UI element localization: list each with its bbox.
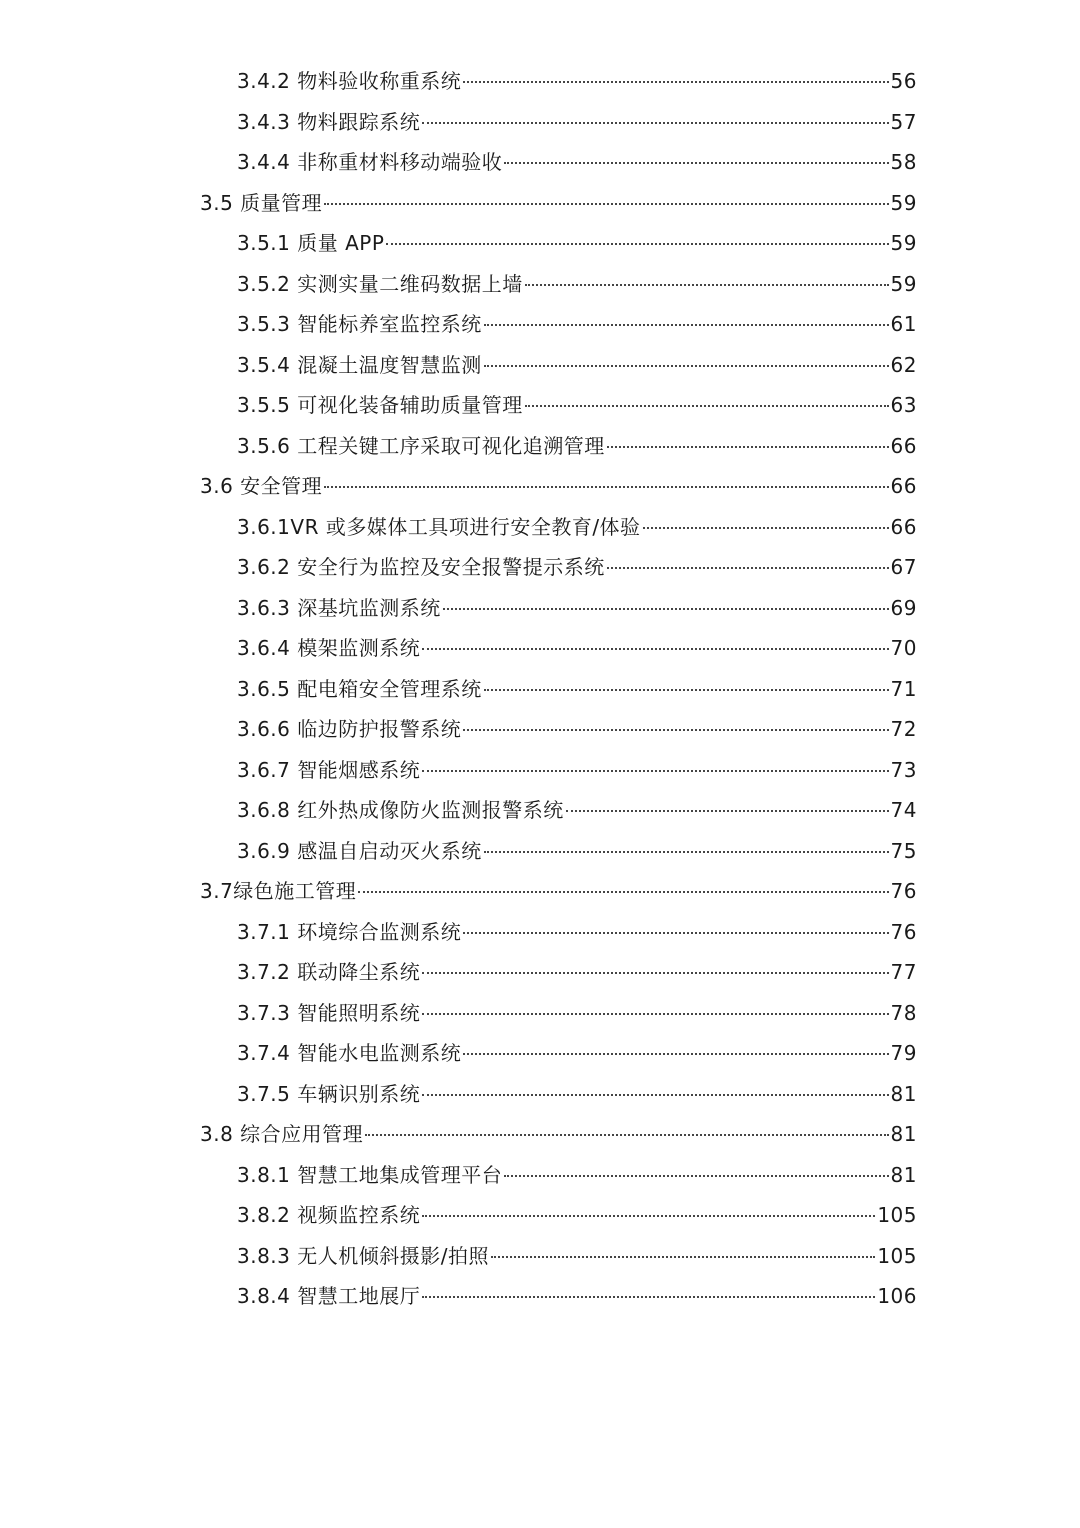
toc-page-number: 105	[877, 1243, 917, 1268]
toc-entry-title: 3.6.7 智能烟感系统	[237, 757, 421, 782]
toc-page-number: 105	[877, 1203, 917, 1227]
toc-page-number: 70	[890, 636, 917, 660]
toc-entry-title: 3.6 安全管理	[200, 474, 323, 498]
toc-entry[interactable]	[0, 61, 1080, 102]
toc-page-number: 59	[890, 231, 917, 255]
toc-dot-leader	[422, 972, 888, 974]
toc-dot-leader	[525, 284, 889, 286]
toc-entry-title: 3.4.4 非称重材料移动端验收	[237, 150, 503, 174]
toc-page-number: 79	[890, 1041, 917, 1065]
toc-entry-title: 3.5.6 工程关键工序采取可视化追溯管理	[237, 433, 605, 458]
toc-entry[interactable]	[0, 952, 1080, 993]
toc-page-number: 72	[890, 717, 917, 741]
toc-entry-title: 3.5 质量管理	[200, 190, 323, 215]
toc-page-number: 71	[890, 676, 917, 701]
toc-page-number: 57	[890, 109, 917, 134]
toc-page-number: 66	[890, 514, 917, 539]
toc-entry[interactable]	[0, 223, 1080, 264]
toc-page-number: 59	[890, 190, 917, 215]
toc-entry-title: 3.5.1 质量 APP	[237, 231, 385, 255]
toc-page-number: 77	[890, 960, 917, 984]
toc-page-number: 74	[890, 798, 917, 822]
toc-dot-leader	[484, 851, 889, 853]
toc-page-number: 78	[890, 1000, 917, 1025]
toc-dot-leader	[525, 405, 889, 407]
toc-page-number: 81	[890, 1162, 917, 1187]
toc-dot-leader	[504, 1175, 888, 1177]
toc-entry-title: 3.7.3 智能照明系统	[237, 1000, 421, 1025]
toc-entry[interactable]	[0, 790, 1080, 831]
toc-page-number: 61	[890, 312, 917, 336]
toc-dot-leader	[643, 527, 889, 529]
toc-dot-leader	[463, 1053, 888, 1055]
toc-dot-leader	[607, 567, 889, 569]
toc-page-number: 69	[890, 595, 917, 620]
toc-entry[interactable]	[0, 709, 1080, 750]
toc-section-entry[interactable]	[0, 1114, 1080, 1155]
toc-entry-title: 3.6.1VR 或多媒体工具项进行安全教育/体验	[237, 514, 641, 539]
toc-entry[interactable]	[0, 912, 1080, 953]
toc-dot-leader	[484, 689, 889, 691]
toc-entry-title: 3.6.2 安全行为监控及安全报警提示系统	[237, 555, 605, 579]
toc-entry-title: 3.6.9 感温自启动灭火系统	[237, 838, 482, 863]
toc-page-number: 66	[890, 433, 917, 458]
toc-dot-leader	[422, 1094, 888, 1096]
toc-dot-leader	[422, 122, 888, 124]
toc-dot-leader	[504, 162, 888, 164]
toc-entry[interactable]	[0, 385, 1080, 426]
toc-entry[interactable]	[0, 750, 1080, 791]
toc-entry[interactable]	[0, 1236, 1080, 1277]
toc-page-number: 58	[890, 150, 917, 174]
toc-dot-leader	[566, 810, 889, 812]
toc-entry-title: 3.8 综合应用管理	[200, 1122, 364, 1146]
toc-entry-title: 3.6.5 配电箱安全管理系统	[237, 676, 482, 701]
toc-entry-title: 3.8.1 智慧工地集成管理平台	[237, 1162, 503, 1187]
toc-entry-title: 3.7.5 车辆识别系统	[237, 1081, 421, 1106]
toc-section-entry[interactable]	[0, 871, 1080, 912]
toc-dot-leader	[422, 648, 888, 650]
toc-entry[interactable]	[0, 669, 1080, 710]
toc-entry-title: 3.6.3 深基坑监测系统	[237, 595, 441, 620]
toc-entry[interactable]	[0, 264, 1080, 305]
toc-section-entry[interactable]	[0, 466, 1080, 507]
table-of-contents	[0, 61, 1080, 1317]
toc-page-number: 76	[890, 919, 917, 944]
toc-dot-leader	[463, 81, 888, 83]
toc-entry-title: 3.5.5 可视化装备辅助质量管理	[237, 393, 523, 417]
toc-dot-leader	[484, 324, 889, 326]
toc-dot-leader	[358, 891, 888, 893]
toc-page-number: 63	[890, 393, 917, 417]
toc-entry[interactable]	[0, 304, 1080, 345]
toc-dot-leader	[324, 203, 888, 205]
toc-page-number: 66	[890, 474, 917, 498]
toc-page-number: 81	[890, 1081, 917, 1106]
toc-entry-title: 3.6.6 临边防护报警系统	[237, 717, 462, 741]
toc-entry[interactable]	[0, 993, 1080, 1034]
toc-dot-leader	[443, 608, 889, 610]
toc-entry-title: 3.8.4 智慧工地展厅	[237, 1284, 421, 1308]
toc-entry[interactable]	[0, 1074, 1080, 1115]
toc-entry[interactable]	[0, 628, 1080, 669]
toc-entry-title: 3.4.2 物料验收称重系统	[237, 69, 462, 93]
toc-dot-leader	[463, 932, 888, 934]
toc-entry-title: 3.8.2 视频监控系统	[237, 1203, 421, 1227]
toc-entry-title: 3.5.3 智能标养室监控系统	[237, 312, 482, 336]
toc-entry[interactable]	[0, 1276, 1080, 1317]
toc-entry-title: 3.7.1 环境综合监测系统	[237, 919, 462, 944]
toc-entry-title: 3.7绿色施工管理	[200, 879, 357, 903]
toc-page-number: 76	[890, 879, 917, 903]
toc-entry-title: 3.7.2 联动降尘系统	[237, 960, 421, 984]
toc-dot-leader	[422, 1013, 888, 1015]
toc-entry[interactable]	[0, 507, 1080, 548]
toc-page-number: 106	[877, 1284, 917, 1308]
toc-dot-leader	[607, 446, 889, 448]
toc-entry-title: 3.4.3 物料跟踪系统	[237, 109, 421, 134]
toc-page-number: 59	[890, 271, 917, 296]
toc-entry-title: 3.7.4 智能水电监测系统	[237, 1041, 462, 1065]
toc-page-number: 73	[890, 757, 917, 782]
toc-entry[interactable]	[0, 102, 1080, 143]
toc-dot-leader	[484, 365, 889, 367]
toc-dot-leader	[324, 486, 888, 488]
toc-section-entry[interactable]	[0, 183, 1080, 224]
toc-dot-leader	[422, 1296, 875, 1298]
toc-entry[interactable]	[0, 1155, 1080, 1196]
toc-entry[interactable]	[0, 1195, 1080, 1236]
toc-dot-leader	[422, 770, 888, 772]
toc-page-number: 62	[890, 352, 917, 377]
toc-page-number: 67	[890, 555, 917, 579]
toc-dot-leader	[386, 243, 888, 245]
toc-entry-title: 3.6.8 红外热成像防火监测报警系统	[237, 798, 564, 822]
toc-entry[interactable]	[0, 831, 1080, 872]
toc-entry[interactable]	[0, 1033, 1080, 1074]
toc-page-number: 75	[890, 838, 917, 863]
toc-dot-leader	[422, 1215, 875, 1217]
toc-page-number: 81	[890, 1122, 917, 1146]
toc-dot-leader	[491, 1256, 875, 1258]
toc-page-number: 56	[890, 69, 917, 93]
toc-entry-title: 3.5.2 实测实量二维码数据上墙	[237, 271, 523, 296]
toc-entry[interactable]	[0, 142, 1080, 183]
toc-entry-title: 3.5.4 混凝土温度智慧监测	[237, 352, 482, 377]
toc-dot-leader	[365, 1134, 888, 1136]
toc-dot-leader	[463, 729, 888, 731]
toc-entry-title: 3.8.3 无人机倾斜摄影/拍照	[237, 1243, 489, 1268]
toc-entry[interactable]	[0, 588, 1080, 629]
toc-entry[interactable]	[0, 345, 1080, 386]
toc-entry-title: 3.6.4 模架监测系统	[237, 636, 421, 660]
toc-entry[interactable]	[0, 426, 1080, 467]
toc-entry[interactable]	[0, 547, 1080, 588]
